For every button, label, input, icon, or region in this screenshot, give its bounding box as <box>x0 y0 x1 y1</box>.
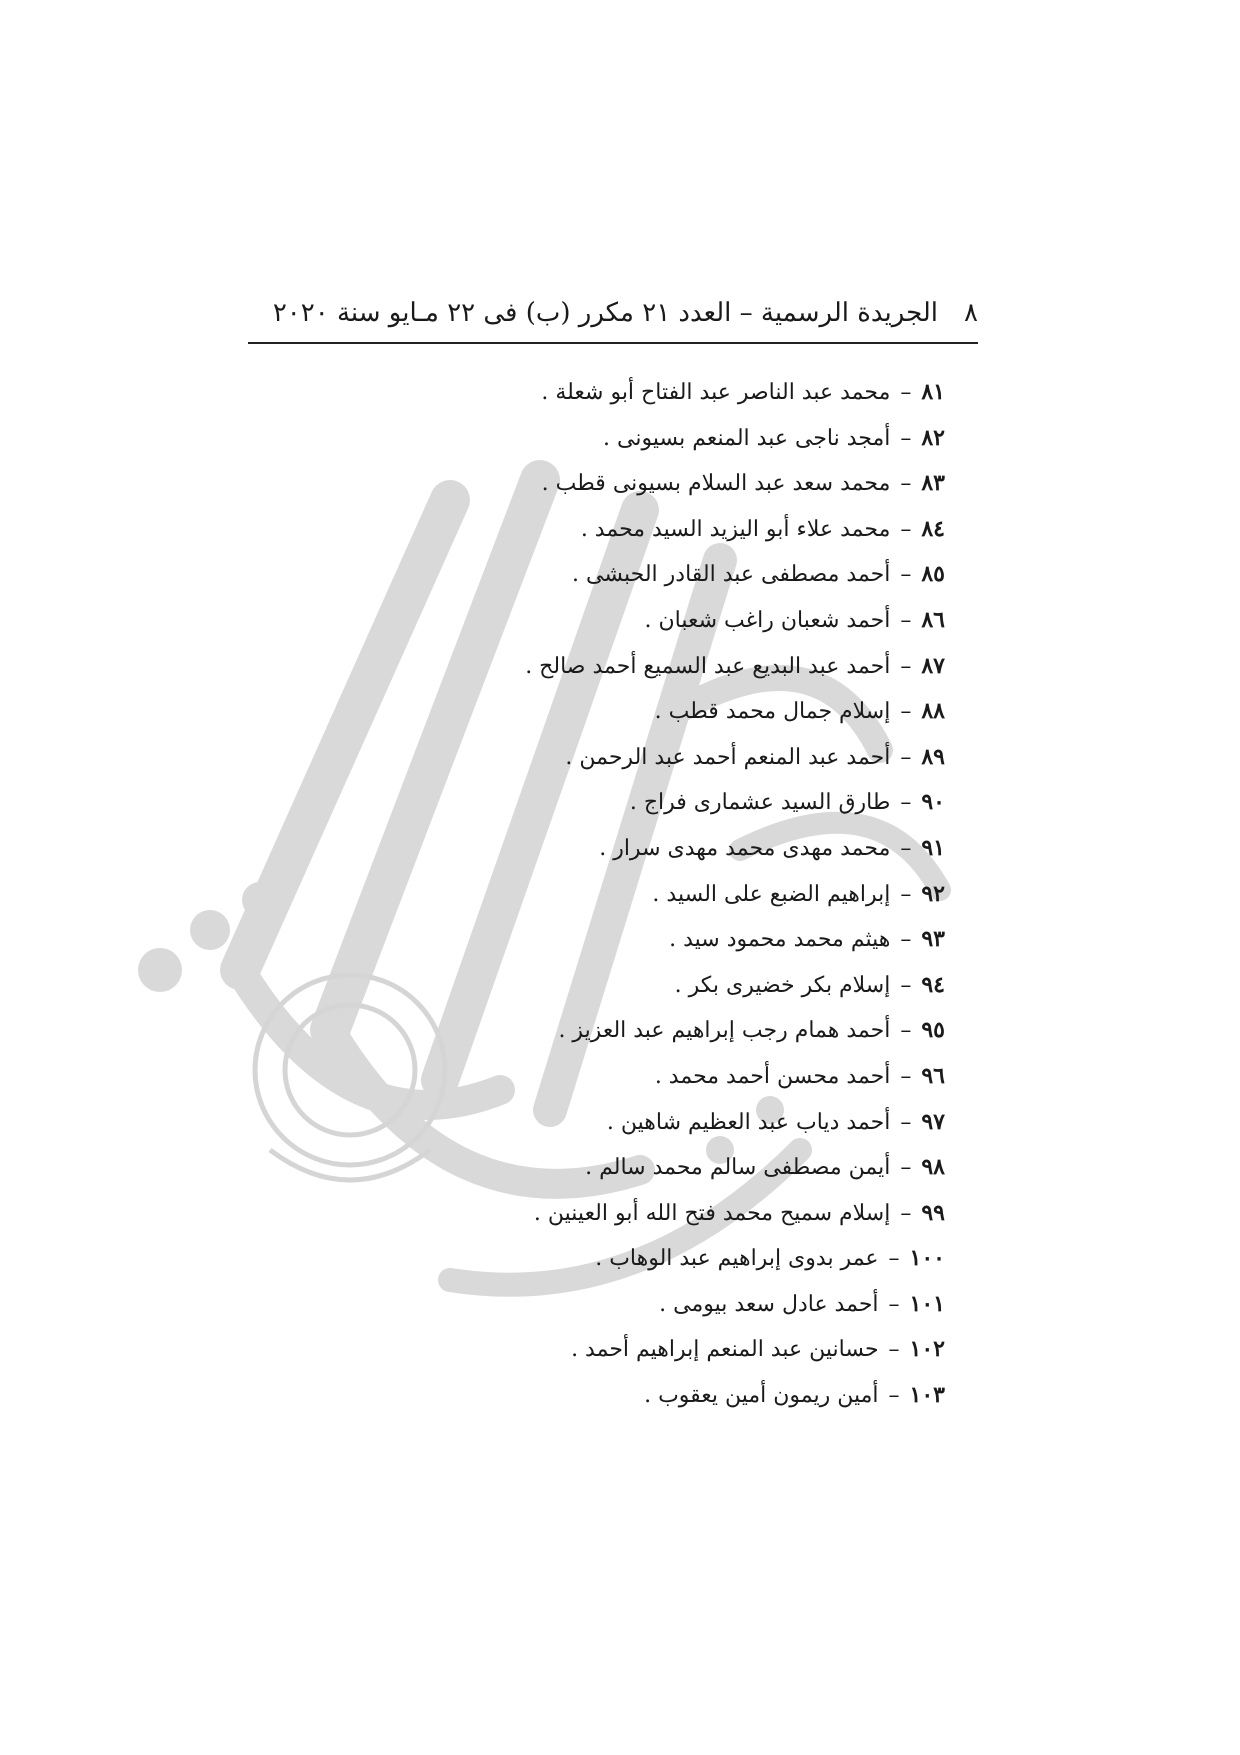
entry-dash: – <box>888 1246 900 1272</box>
list-item <box>345 1145 945 1191</box>
entry-number: ٨١ <box>921 379 945 405</box>
list-item <box>345 963 945 1009</box>
list-item <box>345 416 945 462</box>
entry-name: حسانين عبد المنعم إبراهيم أحمد . <box>571 1337 879 1363</box>
entry-number: ٨٩ <box>921 743 945 770</box>
entry-dash: – <box>888 1383 900 1409</box>
entry-number: ٨٢ <box>921 424 945 451</box>
entry-name: أحمد دياب عبد العظيم شاهين . <box>606 1109 891 1135</box>
list-item <box>345 552 945 598</box>
entry-number: ٩٧ <box>921 1108 945 1135</box>
entry-number: ٨٦ <box>921 606 945 633</box>
entry-dash: – <box>900 1200 912 1226</box>
entry-dash: – <box>900 516 912 542</box>
entry-number: ١٠٠ <box>909 1245 945 1272</box>
entry-dash: – <box>900 471 912 497</box>
entry-number: ٩٥ <box>921 1017 945 1044</box>
entry-name: أحمد عبد البديع عبد السميع أحمد صالح . <box>525 653 891 679</box>
entry-dash: – <box>900 1155 912 1181</box>
entry-dash: – <box>900 653 912 679</box>
entry-dash: – <box>900 1063 912 1089</box>
entry-name: هيثم محمد محمود سيد . <box>669 927 891 953</box>
entry-dash: – <box>900 425 912 451</box>
entry-number: ٩٤ <box>921 971 945 998</box>
entry-dash: – <box>900 607 912 633</box>
list-item <box>345 872 945 918</box>
list-item <box>345 370 945 416</box>
list-item <box>345 1282 945 1328</box>
entry-name: عمر بدوى إبراهيم عبد الوهاب . <box>595 1246 879 1272</box>
entry-number: ٨٣ <box>921 470 945 497</box>
entry-name: إسلام جمال محمد قطب . <box>654 699 891 725</box>
entry-name: إسلام بكر خضيرى بكر . <box>674 972 891 998</box>
entry-dash: – <box>900 790 912 816</box>
page-header <box>248 288 978 338</box>
entry-dash: – <box>888 1291 900 1317</box>
list-item <box>345 1054 945 1100</box>
list-item <box>345 461 945 507</box>
entry-number: ٩٦ <box>921 1062 945 1089</box>
entry-name: إسلام سميح محمد فتح الله أبو العينين . <box>533 1200 891 1226</box>
entry-name: أحمد شعبان راغب شعبان . <box>644 607 891 633</box>
list-item <box>345 1100 945 1146</box>
entry-number: ٩٩ <box>921 1199 945 1226</box>
entry-name: أحمد همام رجب إبراهيم عبد العزيز . <box>558 1018 891 1044</box>
list-item <box>345 1236 945 1282</box>
entry-number: ٨٥ <box>921 561 945 588</box>
list-item <box>345 826 945 872</box>
list-item <box>345 780 945 826</box>
entry-name: أحمد عبد المنعم أحمد عبد الرحمن . <box>565 744 891 770</box>
entry-name: أمين ريمون أمين يعقوب . <box>644 1383 879 1409</box>
entry-number: ٩٢ <box>921 880 945 907</box>
list-item <box>345 644 945 690</box>
list-item <box>345 735 945 781</box>
list-item <box>345 1373 945 1419</box>
entry-name: محمد مهدى محمد مهدى سرار . <box>599 835 891 861</box>
entry-name: أمجد ناجى عبد المنعم بسيونى . <box>603 425 891 451</box>
entry-number: ٩٨ <box>921 1154 945 1181</box>
list-item <box>345 507 945 553</box>
entry-number: ١٠٢ <box>909 1336 945 1363</box>
entry-number: ٨٨ <box>921 698 945 725</box>
entry-name: أحمد مصطفى عبد القادر الحبشى . <box>572 562 891 588</box>
gazette-title: الجريدة الرسمية – العدد ٢١ مكرر (ب) فى ٢٢ مـايو سنة ٢٠٢٠ <box>272 298 939 328</box>
entry-name: أيمن مصطفى سالم محمد سالم . <box>585 1155 891 1181</box>
entry-number: ٨٧ <box>921 652 945 679</box>
page-number: ٨ <box>964 298 978 328</box>
entry-dash: – <box>900 927 912 953</box>
entry-dash: – <box>888 1337 900 1363</box>
entry-name: أحمد محسن أحمد محمد . <box>654 1063 891 1089</box>
header-divider <box>248 342 978 344</box>
entry-name: محمد علاء أبو اليزيد السيد محمد . <box>580 516 891 542</box>
entry-dash: – <box>900 562 912 588</box>
entry-name: محمد سعد عبد السلام بسيونى قطب . <box>541 471 891 497</box>
entry-dash: – <box>900 1109 912 1135</box>
entry-number: ٨٤ <box>921 515 945 542</box>
entry-dash: – <box>900 744 912 770</box>
entry-dash: – <box>900 1018 912 1044</box>
list-item <box>345 1191 945 1237</box>
entry-name: محمد عبد الناصر عبد الفتاح أبو شعلة . <box>541 380 891 405</box>
entry-dash: – <box>900 972 912 998</box>
entry-name: طارق السيد عشمارى فراج . <box>629 790 891 816</box>
entry-number: ٩٣ <box>921 926 945 953</box>
entry-name: إبراهيم الضبع على السيد . <box>652 881 891 907</box>
entry-number: ١٠٣ <box>909 1382 945 1409</box>
entry-number: ١٠١ <box>909 1290 945 1317</box>
entry-dash: – <box>900 881 912 907</box>
entry-number: ٩٠ <box>921 789 945 816</box>
list-item <box>345 917 945 963</box>
entry-number: ٩١ <box>921 834 945 861</box>
entry-dash: – <box>900 380 912 405</box>
entry-name: أحمد عادل سعد بيومى . <box>659 1291 879 1317</box>
list-item <box>345 1008 945 1054</box>
entry-dash: – <box>900 699 912 725</box>
list-item <box>345 598 945 644</box>
entry-dash: – <box>900 835 912 861</box>
names-list <box>345 370 945 1419</box>
list-item <box>345 689 945 735</box>
list-item <box>345 1327 945 1373</box>
